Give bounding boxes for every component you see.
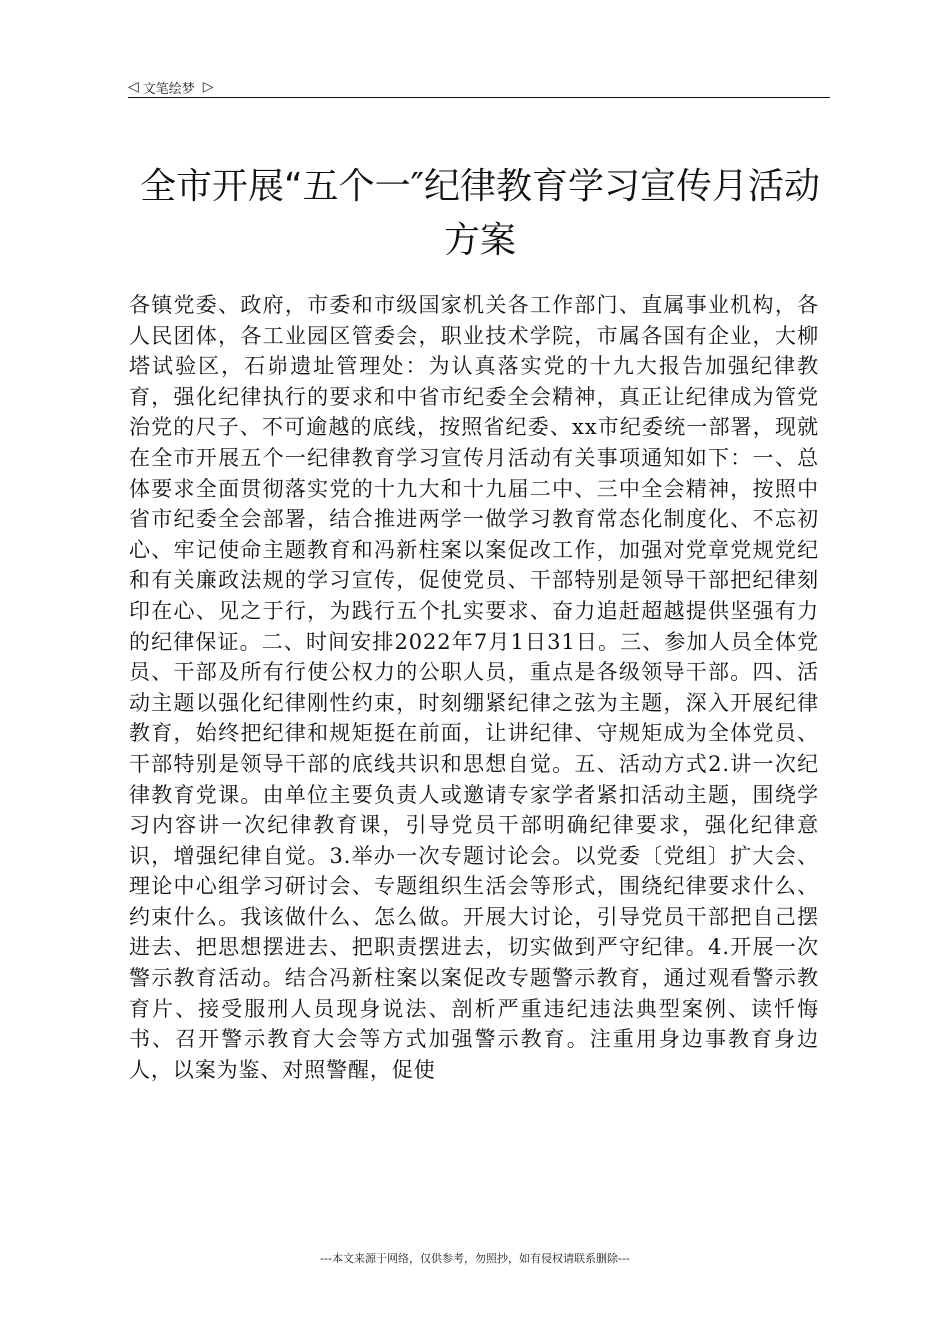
page-footer: ---本文来源于网络，仅供参考，勿照抄，如有侵权请联系删除---: [320, 1252, 630, 1265]
header-brand: 文笔绘梦: [142, 81, 195, 97]
right-triangle-icon: ▷: [202, 79, 214, 95]
document-title: [120, 160, 840, 268]
header-divider: [128, 97, 830, 98]
left-triangle-icon: ◁: [128, 79, 139, 95]
document-body: 各镇党委、政府，市委和市级国家机关各工作部门、直属事业机构，各人民团体，各工业园区管委会，职业技术学院，市属各国有企业，大柳塔试验区，石峁遗址管理处：为认真落实党的十九大报告加强纪律教育，强化纪律执行的要求和中省市纪委全会精神，真正让纪律成为管党治党的尺子、不可逾越的底线，按照省纪委、xx市纪委统一部署，现就在全市开展五个一纪律教育学习宣传月活动有关事项通知如下：一、总体要求全面贯彻落实党的十九大和十九届二中、三中全会精神，按照中省市纪委全会部署，结合推进两学一做学习教育常态化制度化、不忘初心、牢记使命主题教育和冯新柱案以案促改工作，加强对党章党规党纪和有关廉政法规的学习宣传，促使党员、干部特别是领导干部把纪律刻印在心、见之于行，为践行五个扎实要求、奋力追赶超越提供坚强有力的纪律保证。二、时间安排2022年7月1日31日。三、参加人员全体党员、干部及所有行使公权力的公职人员，重点是各级领导干部。四、活动主题以强化纪律刚性约束，时刻绷紧纪律之弦为主题，深入开展纪律教育，始终把纪律和规矩挺在前面，让讲纪律、守规矩成为全体党员、干部特别是领导干部的底线共识和思想自觉。五、活动方式2.讲一次纪律教育党课。由单位主要负责人或邀请专家学者紧扣活动主题，围绕学习内容讲一次纪律教育课，引导党员干部明确纪律要求，强化纪律意识，增强纪律自觉。3.举办一次专题讨论会。以党委〔党组〕扩大会、理论中心组学习研讨会、专题组织生活会等形式，围绕纪律要求什么、约束什么。我该做什么、怎么做。开展大讨论，引导党员干部把自己摆进去、把思想摆进去、把职责摆进去，切实做到严守纪律。4.开展一次警示教育活动。结合冯新柱案以案促改专题警示教育，通过观看警示教育片、接受服刑人员现身说法、剖析严重违纪违法典型案例、读忏悔书、召开警示教育大会等方式加强警示教育。注重用身边事教育身边人，以案为鉴、对照警醒，促使: [129, 293, 819, 1082]
title-line-2: 方案: [443, 220, 516, 261]
title-line-1: 全市开展“五个一″纪律教育学习宣传月活动: [139, 166, 821, 207]
page-header: [128, 76, 830, 98]
